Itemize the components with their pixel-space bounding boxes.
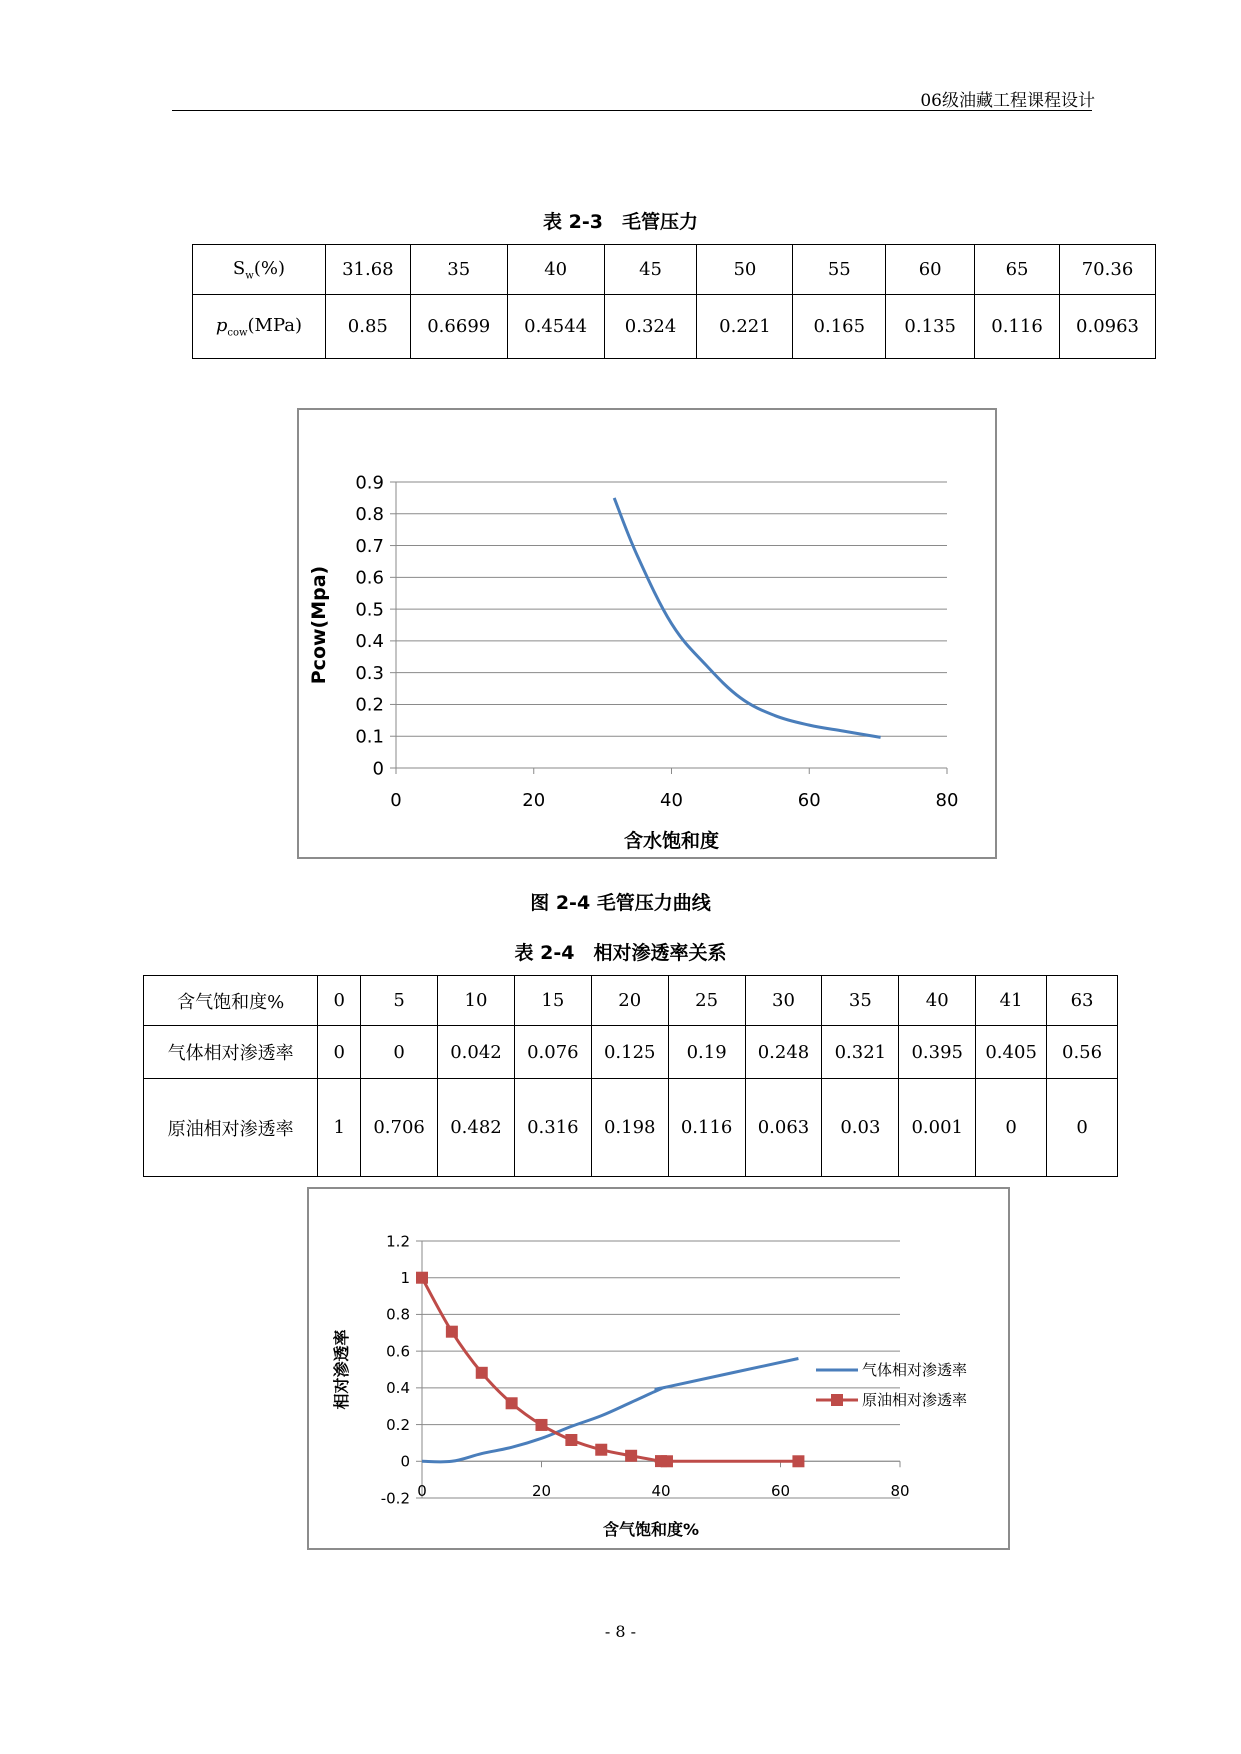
table-cell: 50 bbox=[697, 245, 793, 295]
table-cell: 0.706 bbox=[361, 1079, 438, 1177]
y-tick-label: 1 bbox=[400, 1268, 410, 1287]
table-cell: 55 bbox=[793, 245, 886, 295]
x-tick-label: 20 bbox=[531, 1482, 552, 1500]
table-cell: 0.405 bbox=[976, 1026, 1047, 1079]
y-tick-label: 0.7 bbox=[355, 535, 384, 557]
table-cell: 0 bbox=[976, 1079, 1047, 1177]
table-row bbox=[193, 245, 1156, 295]
table-cell: 0.03 bbox=[822, 1079, 899, 1177]
table-cell: 35 bbox=[410, 245, 507, 295]
table-cell: 0.6699 bbox=[410, 295, 507, 359]
y-tick-label: 0 bbox=[400, 1452, 410, 1471]
x-tick-label: 60 bbox=[797, 790, 821, 811]
table-row bbox=[144, 1026, 1118, 1079]
x-tick-label: 0 bbox=[390, 790, 402, 811]
table-cell: 0.56 bbox=[1047, 1026, 1118, 1079]
x-tick-label: 60 bbox=[770, 1482, 791, 1500]
table-cell: 25 bbox=[668, 976, 745, 1026]
y-tick-label: -0.2 bbox=[380, 1489, 410, 1508]
label-main: p bbox=[215, 314, 228, 336]
y-tick-label: 0.5 bbox=[355, 599, 384, 621]
y-tick-label: 0.6 bbox=[355, 567, 384, 589]
table-cell: 0.076 bbox=[514, 1026, 591, 1079]
table-row bbox=[193, 295, 1156, 359]
relative-permeability-chart bbox=[307, 1187, 1010, 1550]
table-cell: 0.063 bbox=[745, 1079, 822, 1177]
capillary-pressure-chart-svg bbox=[299, 410, 995, 857]
y-tick-label: 0.8 bbox=[386, 1305, 410, 1324]
table-cell: 0.19 bbox=[668, 1026, 745, 1079]
table-cell: 65 bbox=[975, 245, 1060, 295]
data-point-marker bbox=[595, 1444, 607, 1456]
table-row bbox=[144, 976, 1118, 1026]
table-2-3-caption: 表 2-3 毛管压力 bbox=[543, 211, 698, 233]
table-cell: 60 bbox=[886, 245, 975, 295]
data-point-marker bbox=[565, 1434, 577, 1446]
table-cell: 0.042 bbox=[438, 1026, 515, 1079]
figure-2-4-caption: 图 2-4 毛管压力曲线 bbox=[530, 892, 711, 914]
header-title: 06级油藏工程课程设计 bbox=[920, 91, 1095, 111]
y-axis-title: 相对渗透率 bbox=[332, 1329, 351, 1410]
table-cell: 15 bbox=[514, 976, 591, 1026]
table-cell: 0 bbox=[318, 1026, 361, 1079]
y-axis-title: Pcow(Mpa) bbox=[308, 565, 330, 685]
table-cell: 45 bbox=[604, 245, 697, 295]
table-cell: 0.4544 bbox=[507, 295, 604, 359]
table-cell: 40 bbox=[507, 245, 604, 295]
table-row bbox=[144, 1079, 1118, 1177]
row-label: 原油相对渗透率 bbox=[144, 1079, 318, 1177]
table-cell: 0.482 bbox=[438, 1079, 515, 1177]
table-cell: 0 bbox=[1047, 1079, 1118, 1177]
table-cell: 10 bbox=[438, 976, 515, 1026]
y-tick-label: 1.2 bbox=[386, 1232, 410, 1251]
y-tick-label: 0.2 bbox=[386, 1415, 410, 1434]
row-label: 含气饱和度% bbox=[144, 976, 318, 1026]
x-axis-title: 含水饱和度 bbox=[623, 830, 720, 852]
x-tick-label: 40 bbox=[651, 1482, 671, 1500]
label-rest: (%) bbox=[253, 257, 285, 279]
y-tick-label: 0.2 bbox=[355, 694, 384, 716]
table-cell: 1 bbox=[318, 1079, 361, 1177]
row-label-pcow bbox=[193, 295, 326, 359]
label-sub: w bbox=[245, 270, 254, 282]
series-line-1 bbox=[614, 498, 880, 738]
relative-permeability-chart-svg bbox=[309, 1189, 1008, 1548]
table-cell: 0.395 bbox=[899, 1026, 976, 1079]
table-cell: 20 bbox=[591, 976, 668, 1026]
label-sub: cow bbox=[227, 327, 248, 339]
table-cell: 0.116 bbox=[668, 1079, 745, 1177]
data-point-marker bbox=[446, 1326, 458, 1338]
y-tick-label: 0.1 bbox=[355, 726, 384, 748]
table-cell: 0.248 bbox=[745, 1026, 822, 1079]
data-point-marker bbox=[625, 1450, 637, 1462]
x-tick-label: 20 bbox=[522, 790, 546, 811]
row-label-sw bbox=[193, 245, 326, 295]
legend-label: 原油相对渗透率 bbox=[862, 1391, 968, 1409]
relative-permeability-table bbox=[143, 975, 1118, 1177]
table-cell: 0.324 bbox=[604, 295, 697, 359]
y-tick-label: 0.3 bbox=[355, 662, 384, 684]
data-point-marker bbox=[792, 1455, 804, 1467]
x-axis-title: 含气饱和度% bbox=[602, 1520, 700, 1539]
table-cell: 0.221 bbox=[697, 295, 793, 359]
table-cell: 0.165 bbox=[793, 295, 886, 359]
table-cell: 0.125 bbox=[591, 1026, 668, 1079]
legend-marker bbox=[831, 1394, 843, 1406]
table-cell: 0.321 bbox=[822, 1026, 899, 1079]
x-tick-label: 80 bbox=[935, 790, 959, 811]
label-main: S bbox=[232, 257, 246, 279]
data-point-marker bbox=[506, 1397, 518, 1409]
y-tick-label: 0.6 bbox=[386, 1342, 410, 1361]
x-tick-label: 0 bbox=[417, 1482, 427, 1500]
table-cell: 31.68 bbox=[325, 245, 410, 295]
data-point-marker bbox=[416, 1272, 428, 1284]
table-cell: 0.0963 bbox=[1060, 295, 1156, 359]
y-tick-label: 0.4 bbox=[355, 631, 384, 653]
table-cell: 41 bbox=[976, 976, 1047, 1026]
capillary-pressure-table bbox=[192, 244, 1156, 359]
data-point-marker bbox=[661, 1455, 673, 1467]
table-cell: 0.198 bbox=[591, 1079, 668, 1177]
table-cell: 0.85 bbox=[325, 295, 410, 359]
table-cell: 70.36 bbox=[1060, 245, 1156, 295]
table-cell: 0.116 bbox=[975, 295, 1060, 359]
data-point-marker bbox=[536, 1419, 548, 1431]
page-number: - 8 - bbox=[604, 1622, 637, 1641]
table-cell: 63 bbox=[1047, 976, 1118, 1026]
legend-label: 气体相对渗透率 bbox=[862, 1361, 968, 1379]
data-point-marker bbox=[476, 1367, 488, 1379]
table-cell: 0.316 bbox=[514, 1079, 591, 1177]
table-cell: 0 bbox=[318, 976, 361, 1026]
x-tick-label: 80 bbox=[890, 1482, 910, 1500]
table-cell: 0 bbox=[361, 1026, 438, 1079]
table-cell: 40 bbox=[899, 976, 976, 1026]
table-cell: 0.001 bbox=[899, 1079, 976, 1177]
header-rule bbox=[172, 110, 1092, 111]
capillary-pressure-chart bbox=[297, 408, 997, 859]
row-label: 气体相对渗透率 bbox=[144, 1026, 318, 1079]
x-tick-label: 40 bbox=[660, 790, 683, 811]
table-cell: 30 bbox=[745, 976, 822, 1026]
table-cell: 5 bbox=[361, 976, 438, 1026]
y-tick-label: 0 bbox=[372, 758, 384, 780]
table-2-4-caption: 表 2-4 相对渗透率关系 bbox=[514, 942, 727, 964]
label-rest: (MPa) bbox=[247, 314, 303, 336]
y-tick-label: 0.4 bbox=[386, 1379, 410, 1398]
table-cell: 0.135 bbox=[886, 295, 975, 359]
y-tick-label: 0.8 bbox=[355, 504, 384, 526]
y-tick-label: 0.9 bbox=[355, 472, 384, 494]
table-cell: 35 bbox=[822, 976, 899, 1026]
